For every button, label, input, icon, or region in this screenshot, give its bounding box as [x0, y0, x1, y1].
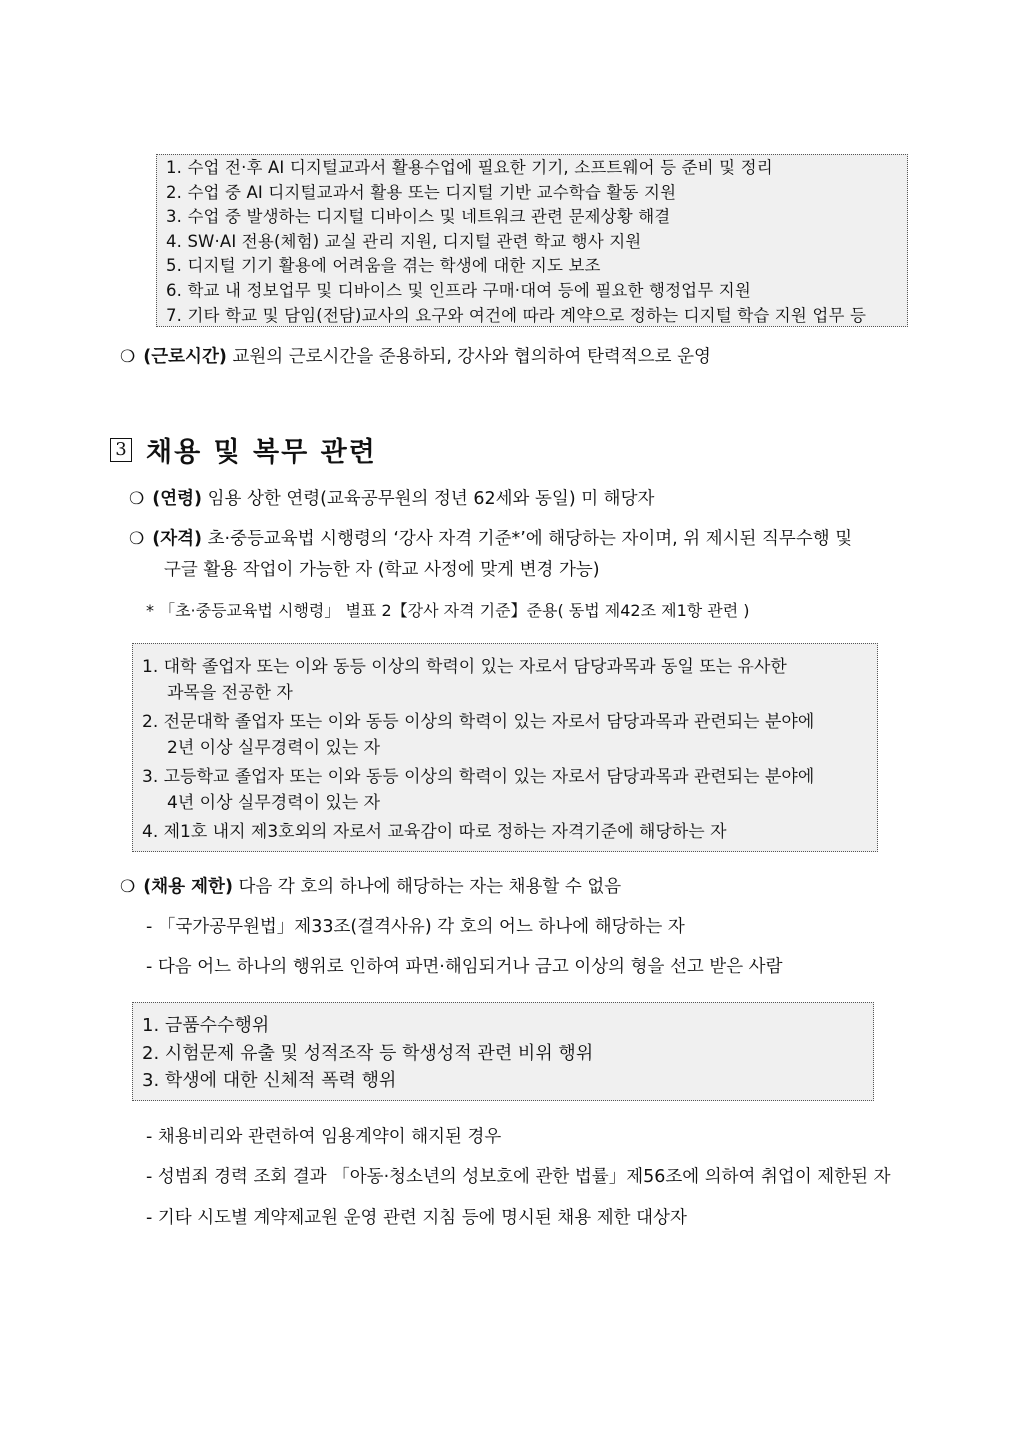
- bullet-circle-icon: ❍: [120, 877, 136, 897]
- criteria-item: [142, 819, 877, 845]
- criteria-item-line: 1. 대학 졸업자 또는 이와 동등 이상의 학력이 있는 자로서 담당과목과 동일 또는 유사한: [142, 657, 787, 677]
- misconduct-item: 3. 학생에 대한 신체적 폭력 행위: [142, 1070, 397, 1091]
- restriction-dash-item: - 다음 어느 하나의 행위로 인하여 파면·해임되거나 금고 이상의 형을 선고 받은 사람: [146, 957, 783, 977]
- duty-item: 7. 기타 학교 및 담임(전담)교사의 요구와 여건에 따라 계약으로 정하는 디지털 학습 지원 업무 등: [166, 305, 867, 325]
- duty-item: 3. 수업 중 발생하는 디지털 디바이스 및 네트워크 관련 문제상황 해결: [166, 207, 671, 227]
- qualification-note: * 「초·중등교육법 시행령」 별표 2【강사 자격 기준】준용( 동법 제42조 제1항 관련 ): [146, 601, 750, 620]
- duty-list-box: [156, 154, 908, 327]
- bullet-circle-icon: ❍: [129, 489, 145, 509]
- criteria-item: [142, 764, 877, 816]
- criteria-item-line: 2. 전문대학 졸업자 또는 이와 동등 이상의 학력이 있는 자로서 담당과목과 관련되는 분야에: [142, 712, 815, 732]
- work-hours-paragraph: [120, 345, 711, 369]
- restriction-dash-item: - 기타 시도별 계약제교원 운영 관련 지침 등에 명시된 채용 제한 대상자: [146, 1208, 687, 1228]
- criteria-item: [142, 709, 877, 761]
- restriction-dash-item: - 「국가공무원법」제33조(결격사유) 각 호의 어느 하나에 해당하는 자: [146, 917, 685, 937]
- duty-item: 2. 수업 중 AI 디지털교과서 활용 또는 디지털 기반 교수학습 활동 지원: [166, 182, 677, 202]
- bullet-circle-icon: ❍: [120, 347, 136, 367]
- restriction-dash-item: - 채용비리와 관련하여 임용계약이 해지된 경우: [146, 1127, 502, 1147]
- criteria-item-line: 2년 이상 실무경력이 있는 자: [167, 738, 381, 758]
- restriction-label: (채용 제한): [143, 877, 233, 897]
- section-title: 채용 및 복무 관련: [146, 437, 377, 468]
- criteria-item-line: 과목을 전공한 자: [167, 683, 293, 703]
- criteria-item-line: 3. 고등학교 졸업자 또는 이와 동등 이상의 학력이 있는 자로서 담당과목과 관련되는 분야에: [142, 767, 815, 787]
- duty-item: 6. 학교 내 정보업무 및 디바이스 및 인프라 구매·대여 등에 필요한 행정업무 지원: [166, 280, 751, 300]
- work-hours-label: (근로시간): [143, 347, 227, 367]
- qualification-text-cont: 구글 활용 작업이 가능한 자 (학교 사정에 맞게 변경 가능): [164, 560, 600, 580]
- qualification-label: (자격): [152, 529, 203, 549]
- section-heading: [110, 430, 377, 469]
- age-paragraph: [129, 487, 654, 511]
- criteria-item: [142, 654, 877, 706]
- restriction-text: 다음 각 호의 하나에 해당하는 자는 채용할 수 없음: [232, 877, 622, 897]
- age-label: (연령): [152, 489, 203, 509]
- duty-item: 1. 수업 전·후 AI 디지털교과서 활용수업에 필요한 기기, 소프트웨어 등 준비 및 정리: [166, 158, 773, 177]
- duty-item: 5. 디지털 기기 활용에 어려움을 겪는 학생에 대한 지도 보조: [166, 256, 601, 276]
- misconduct-list-box: [132, 1002, 874, 1101]
- misconduct-item: 2. 시험문제 유출 및 성적조작 등 학생성적 관련 비위 행위: [142, 1042, 594, 1064]
- work-hours-text: 교원의 근로시간을 준용하되, 강사와 협의하여 탄력적으로 운영: [226, 347, 711, 367]
- bullet-circle-icon: ❍: [129, 529, 145, 549]
- criteria-item-line: 4. 제1호 내지 제3호외의 자로서 교육감이 따로 정하는 자격기준에 해당하는 자: [142, 822, 727, 842]
- section-number-box: 3: [110, 438, 132, 462]
- qualification-criteria-box: [132, 643, 878, 852]
- restriction-dash-item: - 성범죄 경력 조회 결과 「아동·청소년의 성보호에 관한 법률」제56조에 의하여 취업이 제한된 자: [146, 1167, 891, 1187]
- qualification-paragraph: [129, 527, 852, 551]
- restriction-paragraph: [120, 875, 621, 899]
- duty-item: 4. SW·AI 전용(체험) 교실 관리 지원, 디지털 관련 학교 행사 지원: [166, 231, 642, 251]
- criteria-item-line: 4년 이상 실무경력이 있는 자: [167, 793, 381, 813]
- qualification-text: 초·중등교육법 시행령의 ‘강사 자격 기준*’에 해당하는 자이며, 위 제시된 직무수행 및: [202, 529, 853, 549]
- misconduct-item: 1. 금품수수행위: [142, 1015, 270, 1036]
- age-text: 임용 상한 연령(교육공무원의 정년 62세와 동일) 미 해당자: [202, 489, 655, 509]
